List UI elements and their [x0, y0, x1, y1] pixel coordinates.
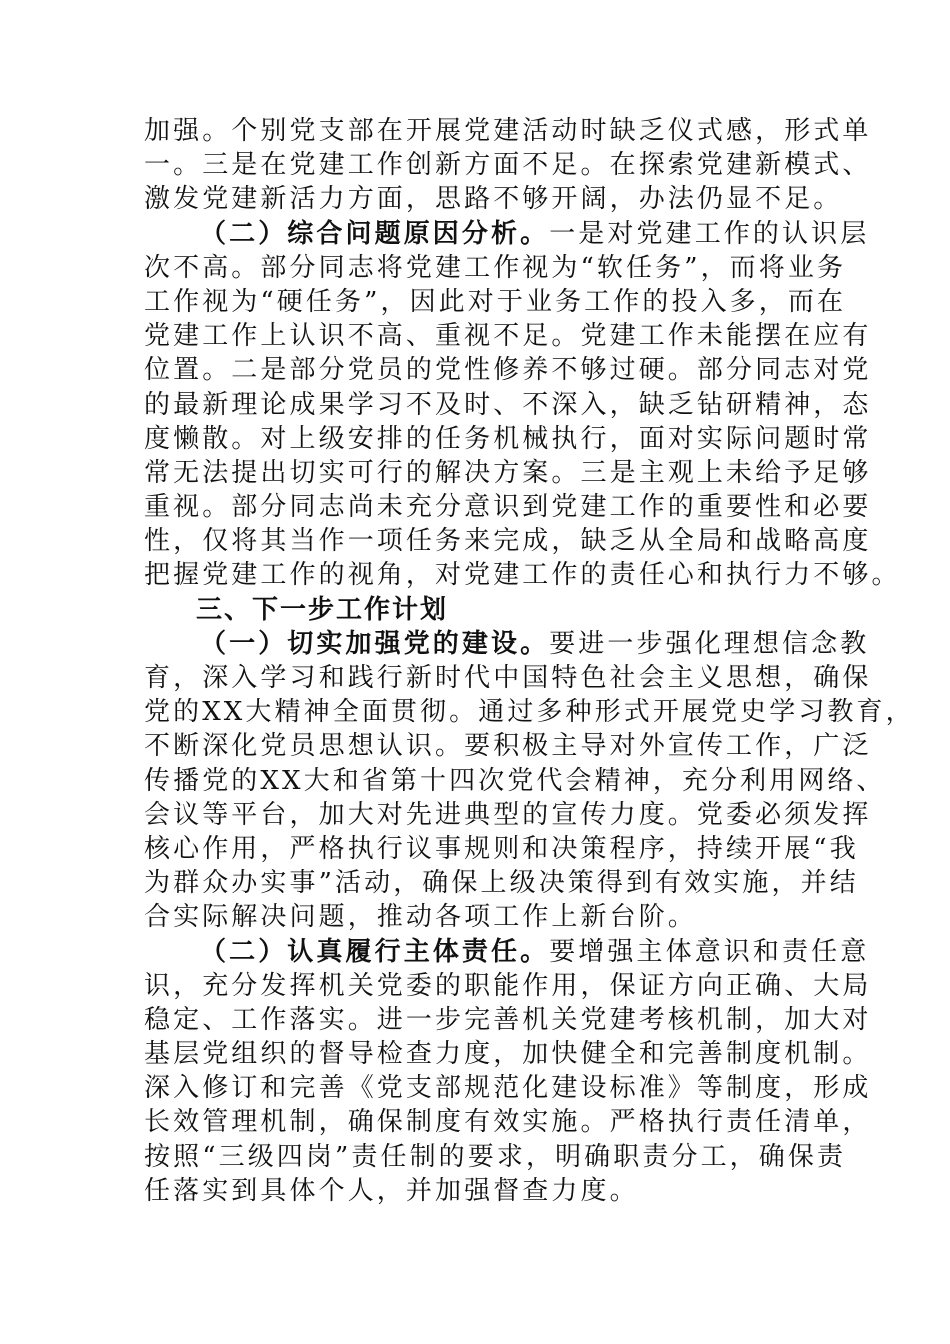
paragraph-text: 要增强主体意识和责任意: [549, 936, 870, 967]
paragraph-text: 要进一步强化理想信念教: [549, 628, 870, 659]
paragraph-line: 度懒散。对上级安排的任务机械执行，面对实际问题时常: [144, 423, 872, 454]
paragraph-line: 重视。部分同志尚未充分意识到党建工作的重要性和必要: [144, 492, 872, 523]
paragraph-line: 次不高。部分同志将党建工作视为“软任务”，而将业务: [144, 252, 847, 283]
paragraph-line: 稳定、工作落实。进一步完善机关党建考核机制，加大对: [144, 1004, 872, 1035]
paragraph-first-line: [144, 217, 870, 251]
paragraph-line: 一。三是在党建工作创新方面不足。在探索党建新模式、: [144, 150, 872, 181]
section-heading: 三、下一步工作计划: [196, 594, 449, 625]
subsection-title: （二）认真履行主体责任。: [200, 936, 550, 967]
paragraph-first-line: [144, 935, 870, 969]
paragraph-line: 激发党建新活力方面，思路不够开阔，办法仍显不足。: [144, 184, 843, 215]
paragraph-line: 性，仅将其当作一项任务来完成，缺乏从全局和战略高度: [144, 526, 872, 557]
subsection-title: （一）切实加强党的建设。: [200, 628, 550, 659]
paragraph-line: 核心作用，严格执行议事规则和决策程序，持续开展“我: [144, 833, 859, 864]
paragraph-line: 工作视为“硬任务”，因此对于业务工作的投入多，而在: [144, 286, 847, 317]
paragraph-line: 常无法提出切实可行的解决方案。三是主观上未给予足够: [144, 457, 872, 488]
paragraph-line: 深入修订和完善《党支部规范化建设标准》等制度，形成: [144, 1073, 872, 1104]
paragraph-line: 把握党建工作的视角，对党建工作的责任心和执行力不够。: [144, 560, 901, 591]
paragraph-line: 的最新理论成果学习不及时、不深入，缺乏钻研精神，态: [144, 389, 872, 420]
paragraph-line: 加强。个别党支部在开展党建活动时缺乏仪式感，形式单: [144, 116, 872, 146]
paragraph-line: 基层党组织的督导检查力度，加快健全和完善制度机制。: [144, 1039, 872, 1070]
paragraph-line: 为群众办实事”活动，确保上级决策得到有效实施，并结: [144, 868, 859, 899]
paragraph-line: 合实际解决问题，推动各项工作上新台阶。: [144, 902, 697, 933]
paragraph-line: 育，深入学习和践行新时代中国特色社会主义思想，确保: [144, 663, 872, 693]
paragraph-line: 位置。二是部分党员的党性修养不够过硬。部分同志对党: [144, 355, 872, 386]
subsection-title: （二）综合问题原因分析。: [200, 218, 550, 249]
paragraph-line: 识，充分发挥机关党委的职能作用，保证方向正确、大局: [144, 970, 872, 1001]
paragraph-text: 一是对党建工作的认识层: [549, 218, 870, 249]
paragraph-line: 会议等平台，加大对先进典型的宣传力度。党委必须发挥: [144, 799, 872, 830]
paragraph-line: 传播党的XX大和省第十四次党代会精神，充分利用网络、: [144, 765, 886, 796]
paragraph-line: 按照“三级四岗”责任制的要求，明确职责分工，确保责: [144, 1141, 847, 1172]
body-text: [144, 114, 915, 1208]
paragraph-line: 党的XX大精神全面贯彻。通过多种形式开展党史学习教育，: [144, 697, 915, 728]
paragraph-line: 任落实到具体个人，并加强督查力度。: [144, 1175, 639, 1206]
paragraph-line: 党建工作上认识不高、重视不足。党建工作未能摆在应有: [144, 321, 872, 352]
paragraph-line: 不断深化党员思想认识。要积极主导对外宣传工作，广泛: [144, 731, 872, 762]
paragraph-first-line: [144, 627, 870, 661]
paragraph-line: 长效管理机制，确保制度有效实施。严格执行责任清单，: [144, 1107, 872, 1138]
